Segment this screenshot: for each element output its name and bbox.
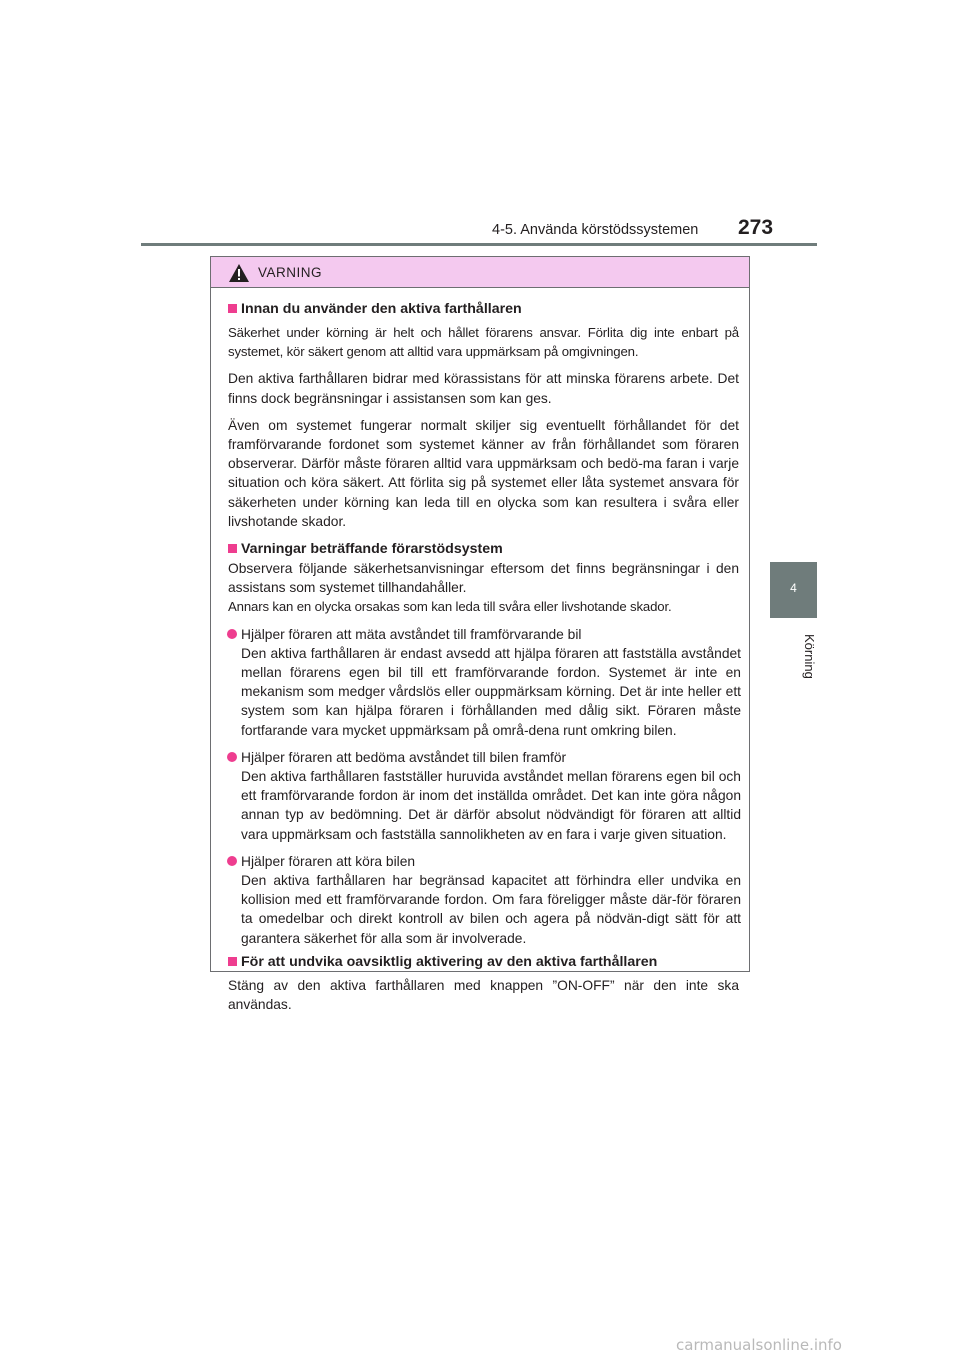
chapter-number: 4 [790,581,797,595]
page-number: 273 [738,216,774,239]
warning-label: VARNING [258,265,323,280]
bullet-text: Den aktiva farthållaren är endast avsedd att hjälpa föraren att fastställa avståndet mellan förarens egen bil till ett framförvarande fordon. Systemet är inte en mekanism som medger vårdslös eller ouppmärksam körning. Det är inte heller ett system som kan hjälpa föraren i förhållanden med dålig sikt. Föraren måste fortfarande vara mycket uppmärksam på områ-dena runt omkring bilen. [241,645,741,738]
page-header [0,0,960,246]
paragraph: Även om systemet fungerar normalt skiljer sig eventuellt förhållandet för det framförvarande fordonet som systemet känner av från förhållandet som föraren observerar. Därför måste föraren alltid vara uppmärksam och bedö-ma faran i varje situation och köra säkert. Att förlita sig på systemet eller låta systemet ansvara för säkerheten under körning kan leda till en olycka som kan resultera i svåra eller livshotande skador. [228,417,739,529]
bullet-title: Hjälper föraren att bedöma avståndet till bilen framför [241,749,567,765]
watermark: carmanualsonline.info [676,1336,842,1354]
round-bullet-icon [227,629,237,639]
paragraph: Observera följande säkerhetsanvisningar eftersom det finns begränsningar i den assistans som systemet tillhandahåller. [228,561,739,596]
paragraph: Säkerhet under körning är helt och hållet förarens ansvar. Förlita dig inte enbart på systemet, kör säkert genom att alltid vara uppmärksam på omgivningen. [228,325,739,360]
heading-text: För att undvika oavsiktlig aktivering av den aktiva farthållaren [241,953,658,970]
square-bullet-icon [228,304,237,313]
section-title: 4-5. Använda körstödssystemen [492,222,699,238]
paragraph: Den aktiva farthållaren bidrar med körassistans för att minska förarens arbete. Det finns dock begränsningar i assistansen som kan ges. [228,371,739,406]
section-heading [211,539,749,559]
warning-box [210,256,750,1013]
bullet-title: Hjälper föraren att mäta avståndet till framförvarande bil [241,626,582,642]
section-heading [211,299,749,319]
heading-text: Varningar beträffande förarstödsystem [241,541,503,558]
section-heading [211,952,749,972]
round-bullet-icon [227,752,237,762]
bullet-text: Den aktiva farthållaren har begränsad kapacitet att förhindra eller undvika en kollision med ett framförvarande fordon. Om fara föreligger måste där-för föraren ta omedelbar och direkt kontroll av bilen och agera på nödvän-digt sätt för att garantera säkerhet för alla som är involverade. [241,873,741,946]
warning-header [211,257,749,288]
square-bullet-icon [228,544,237,553]
paragraph: Stäng av den aktiva farthållaren med knappen ”ON-OFF” när den inte ska användas. [228,977,739,1013]
round-bullet-icon [227,856,237,866]
list-item [211,748,749,844]
bullet-text: Den aktiva farthållaren fastställer huruvida avståndet mellan förarens egen bil och ett framförvarande fordon är inom det inställda området. Det kan inte göra någon annan typ av bedömning. Det är därför absolut nödvändigt för föraren att alltid vara uppmärksam och fastställa sannolikheten av en fara i varje given situation. [241,769,741,842]
paragraph: Annars kan en olycka orsakas som kan leda till svåra eller livshotande skador. [228,599,672,615]
square-bullet-icon [228,957,237,966]
heading-text: Innan du använder den aktiva farthållaren [241,301,522,317]
list-item [211,852,749,948]
list-item [211,625,749,740]
warning-content [211,299,749,1014]
warning-triangle-icon [228,263,250,283]
chapter-tab [770,562,817,618]
bullet-title: Hjälper föraren att köra bilen [241,853,416,869]
chapter-label: Körning [802,633,817,679]
header-divider [141,243,817,246]
